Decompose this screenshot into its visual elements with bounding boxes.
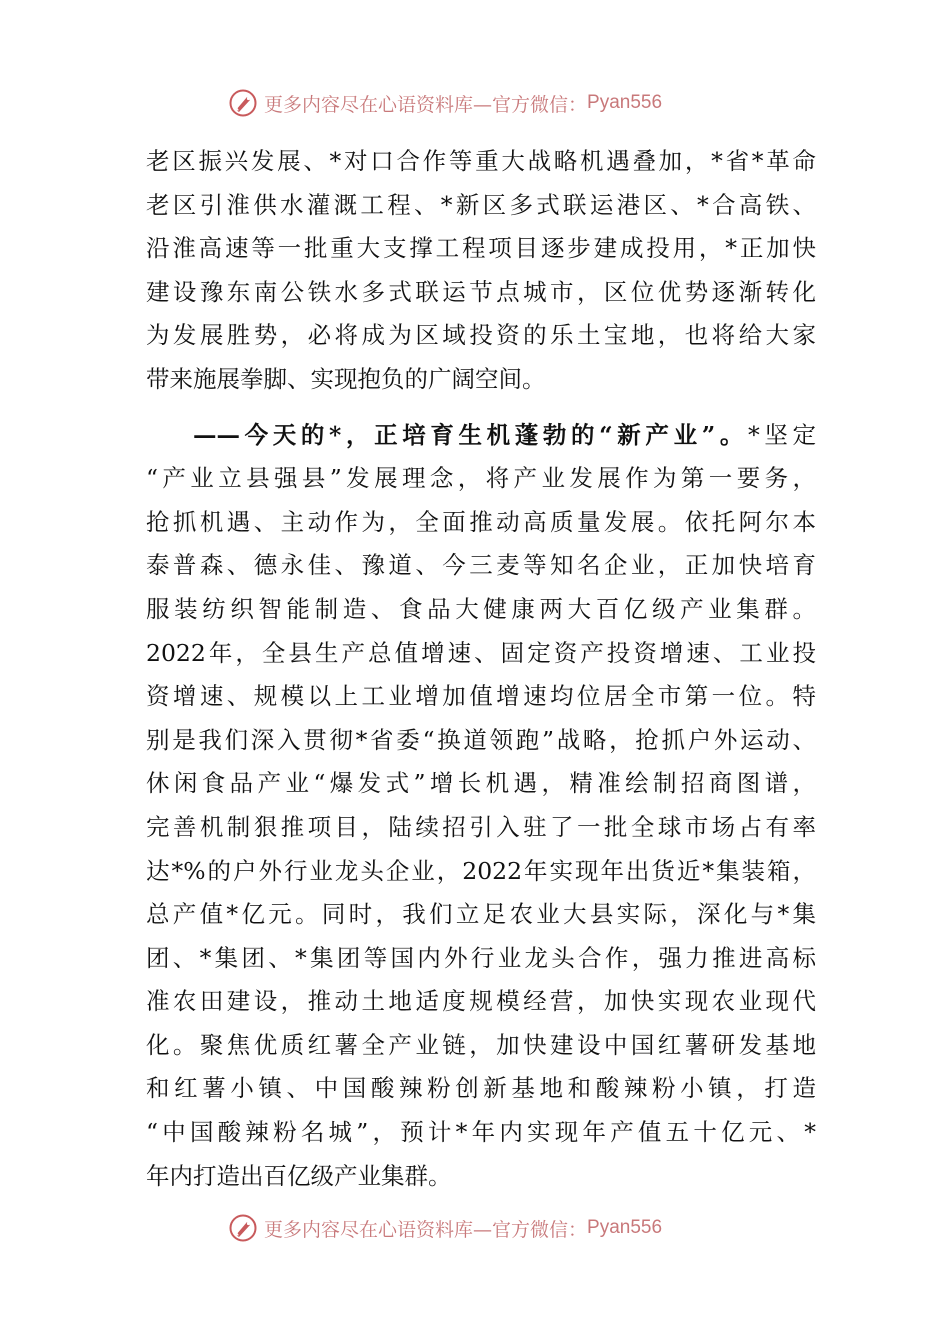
text-line: 年内打造出百亿级产业集群。 xyxy=(146,1161,452,1190)
paragraph-heading: ——今天的*，正培育生机蓬勃的“新产业”。 xyxy=(193,420,748,449)
text-line: 和红薯小镇、中国酸辣粉创新基地和酸辣粉小镇，打造 xyxy=(146,1074,816,1103)
text-line: 老区引淮供水灌溉工程、*新区多式联运港区、*合高铁、 xyxy=(146,190,816,219)
text-line: 抢抓机遇、主动作为，全面推动高质量发展。依托阿尔本 xyxy=(146,507,816,536)
text-line: 休闲食品产业“爆发式”增长机遇，精准绘制招商图谱， xyxy=(146,769,816,798)
paragraph-heading-line xyxy=(146,414,816,458)
pen-nib-logo-icon xyxy=(228,88,258,118)
text-line: 化。聚焦优质红薯全产业链，加快建设中国红薯研发基地 xyxy=(146,1030,816,1059)
text-line: 别是我们深入贯彻*省委“换道领跑”战略，抢抓户外运动、 xyxy=(146,725,816,754)
body-text xyxy=(146,140,816,1198)
text-line: 服装纺织智能制造、食品大健康两大百亿级产业集群。 xyxy=(146,594,816,623)
text-line: 泰普森、德永佳、豫道、今三麦等知名企业，正加快培育 xyxy=(146,551,816,580)
text-line: 老区振兴发展、*对口合作等重大战略机遇叠加，*省*革命 xyxy=(146,147,816,175)
watermark-wechat-id: Pyan556 xyxy=(587,92,663,113)
text-line: 2022年，全县生产总值增速、固定资产投资增速、工业投 xyxy=(146,638,816,667)
text-line: 准农田建设，推动土地适度规模经营，加快实现农业现代 xyxy=(146,987,816,1016)
watermark-wechat-id: Pyan556 xyxy=(587,1217,663,1238)
text-line: 总产值*亿元。同时，我们立足农业大县实际，深化与*集 xyxy=(146,900,816,929)
watermark-text: 更多内容尽在心语资料库—官方微信： xyxy=(264,93,588,116)
text-line: 沿淮高速等一批重大支撑工程项目逐步建成投用，*正加快 xyxy=(146,234,816,263)
text-line: 达*%的户外行业龙头企业，2022年实现年出货近*集装箱， xyxy=(146,856,816,885)
text-line: 资增速、规模以上工业增加值增速均位居全市第一位。特 xyxy=(146,682,816,711)
text-line: “中国酸辣粉名城”，预计*年内实现年产值五十亿元、* xyxy=(146,1118,816,1147)
watermark-banner-top xyxy=(228,86,728,120)
pen-nib-logo-icon xyxy=(228,1213,258,1243)
text-line: 带来施展拳脚、实现抱负的广阔空间。 xyxy=(146,364,546,393)
heading-continuation: *坚定 xyxy=(747,420,816,449)
text-line: 完善机制狠推项目，陆续招引入驻了一批全球市场占有率 xyxy=(146,812,816,841)
watermark-banner-bottom xyxy=(228,1211,728,1245)
text-line: 建设豫东南公铁水多式联运节点城市，区位优势逐渐转化 xyxy=(146,277,816,306)
watermark-text: 更多内容尽在心语资料库—官方微信： xyxy=(264,1218,588,1241)
text-line: “产业立县强县”发展理念，将产业发展作为第一要务， xyxy=(146,464,816,493)
text-line: 团、*集团、*集团等国内外行业龙头合作，强力推进高标 xyxy=(146,943,816,972)
text-line: 为发展胜势，必将成为区域投资的乐土宝地，也将给大家 xyxy=(146,321,816,350)
